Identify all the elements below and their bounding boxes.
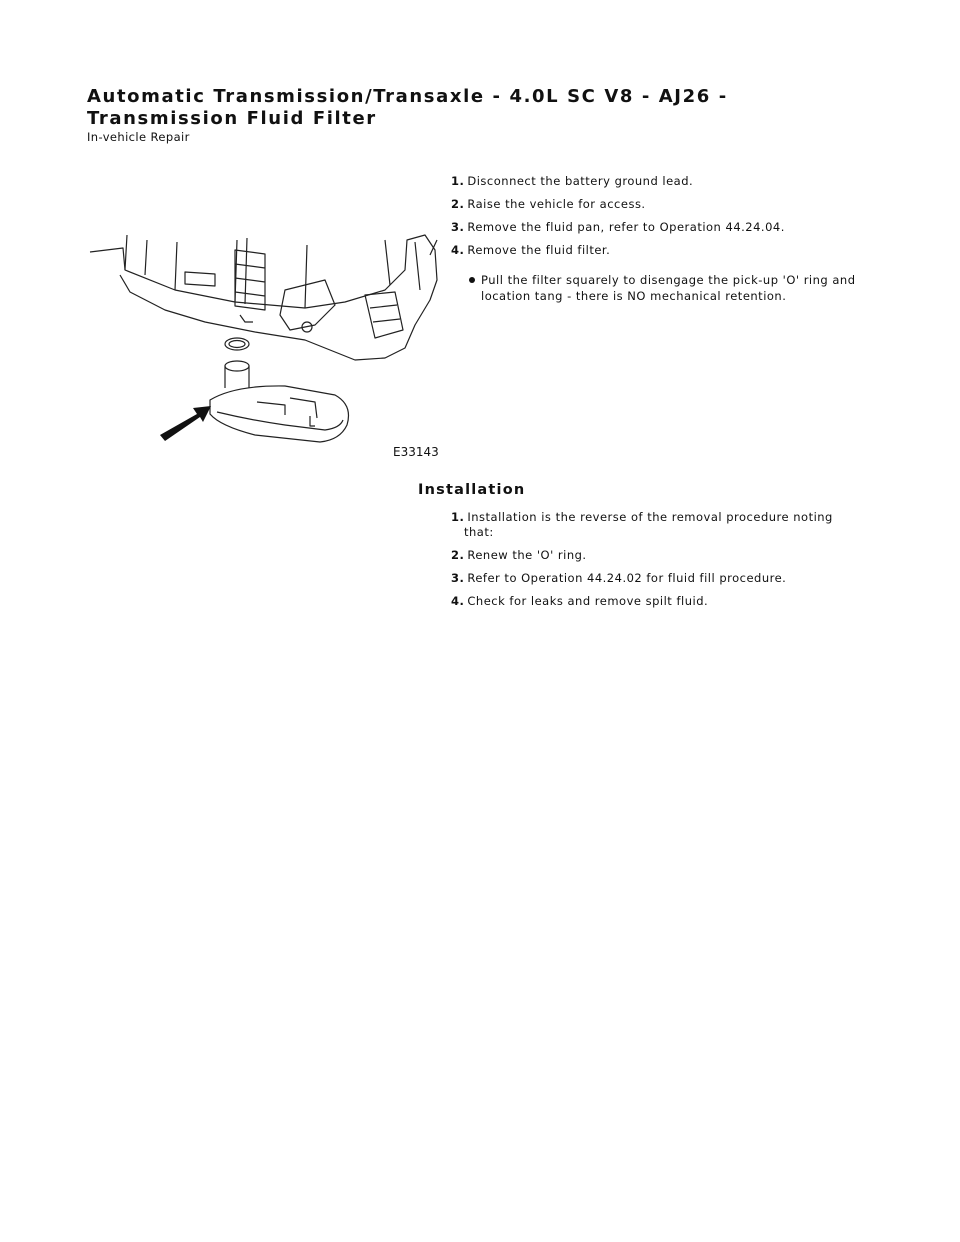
- bullet-icon: [469, 277, 475, 283]
- removal-step-2: 2. Raise the vehicle for access.: [451, 197, 646, 211]
- removal-step-3: 3. Remove the fluid pan, refer to Operation 44.24.04.: [451, 220, 785, 234]
- removal-steps: [451, 174, 871, 304]
- installation-step-4: 4. Check for leaks and remove spilt fluid.: [451, 594, 709, 608]
- installation-steps: [451, 510, 871, 617]
- removal-note: Pull the filter squarely to disengage the pick-up 'O' ring and location tang - there is NO mechanical retention.: [469, 272, 871, 304]
- figure-label: E33143: [393, 445, 439, 459]
- installation-heading: Installation: [418, 482, 526, 498]
- removal-step-4: 4. Remove the fluid filter.: [451, 243, 611, 257]
- page-title: Automatic Transmission/Transaxle - 4.0L SC V8 - AJ26 - Transmission Fluid Filter: [87, 86, 728, 129]
- installation-step-2: 2. Renew the 'O' ring.: [451, 548, 587, 562]
- direction-arrow-icon: [160, 406, 211, 441]
- transmission-filter-illustration: [85, 230, 447, 462]
- removal-step-1: 1. Disconnect the battery ground lead.: [451, 174, 694, 188]
- installation-step-1: 1. Installation is the reverse of the removal procedure noting that:: [451, 510, 833, 539]
- page-subtitle: In-vehicle Repair: [87, 130, 190, 144]
- installation-step-3: 3. Refer to Operation 44.24.02 for fluid fill procedure.: [451, 571, 787, 585]
